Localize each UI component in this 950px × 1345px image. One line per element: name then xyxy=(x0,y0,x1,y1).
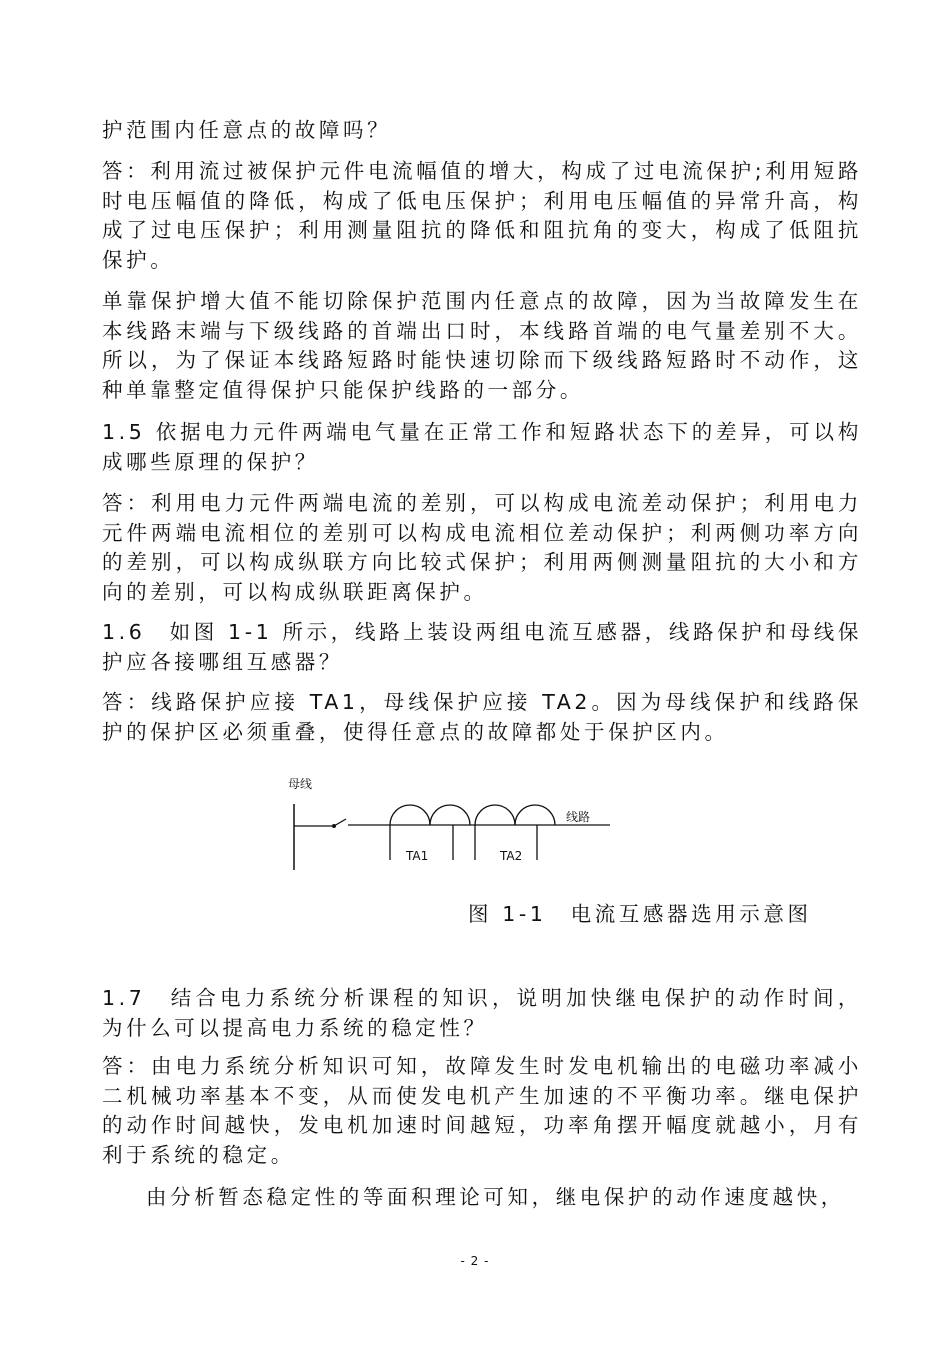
ct-diagram xyxy=(280,768,620,878)
line-label: 线路 xyxy=(566,810,591,824)
section-heading: 1.5 依据电力元件两端电气量在正常工作和短路状态下的差异，可以构成哪些原理的保护？ xyxy=(102,420,862,474)
breaker-switch xyxy=(334,819,346,826)
ta1-label: TA1 xyxy=(406,849,429,863)
section-heading: 1.6 如图 1-1 所示，线路上装设两组电流互感器，线路保护和母线保护应各接哪组互感器？ xyxy=(102,620,862,674)
paragraph: 答：由电力系统分析知识可知，故障发生时发电机输出的电磁功率减小二机械功率基本不变，从而使发电机产生加速的不平衡功率。继电保护的动作时间越快，发电机加速时间越短，功率角摆开幅度就越小，月有利于系统的稳定。 xyxy=(102,1054,862,1167)
figure-caption: 图 1-1 电流互感器选用示意图 xyxy=(468,902,812,926)
ta2-label: TA2 xyxy=(500,849,523,863)
paragraph: 护范围内任意点的故障吗？ xyxy=(102,118,392,142)
section-heading: 1.7 结合电力系统分析课程的知识，说明加快继电保护的动作时间，为什么可以提高电力系统的稳定性？ xyxy=(102,986,862,1040)
ct1-coil xyxy=(390,805,470,825)
ct2-coil xyxy=(475,805,555,825)
paragraph: 答：线路保护应接 TA1，母线保护应接 TA2。因为母线保护和线路保护的保护区必须重叠，使得任意点的故障都处于保护区内。 xyxy=(102,690,862,744)
paragraph: 单靠保护增大值不能切除保护范围内任意点的故障，因为当故障发生在本线路末端与下级线路的首端出口时，本线路首端的电气量差别不大。所以，为了保证本线路短路时能快速切除而下级线路短路时不动作，这种单靠整定值得保护只能保护线路的一部分。 xyxy=(102,289,862,402)
paragraph: 答：利用电力元件两端电流的差别，可以构成电流差动保护；利用电力元件两端电流相位的差别可以构成电流相位差动保护；利两侧功率方向的差别，可以构成纵联方向比较式保护；利用两侧测量阻抗的大小和方向的差别，可以构成纵联距离保护。 xyxy=(102,491,862,604)
page-number: - 2 - xyxy=(460,1254,490,1268)
bus-label: 母线 xyxy=(288,777,313,791)
paragraph: 答：利用流过被保护元件电流幅值的增大，构成了过电流保护;利用短路时电压幅值的降低，构成了低电压保护；利用电压幅值的异常升高，构成了过电压保护；利用测量阻抗的降低和阻抗角的变大，构成了低阻抗保护。 xyxy=(102,159,862,272)
paragraph: 由分析暂态稳定性的等面积理论可知，继电保护的动作速度越快， xyxy=(146,1185,845,1209)
